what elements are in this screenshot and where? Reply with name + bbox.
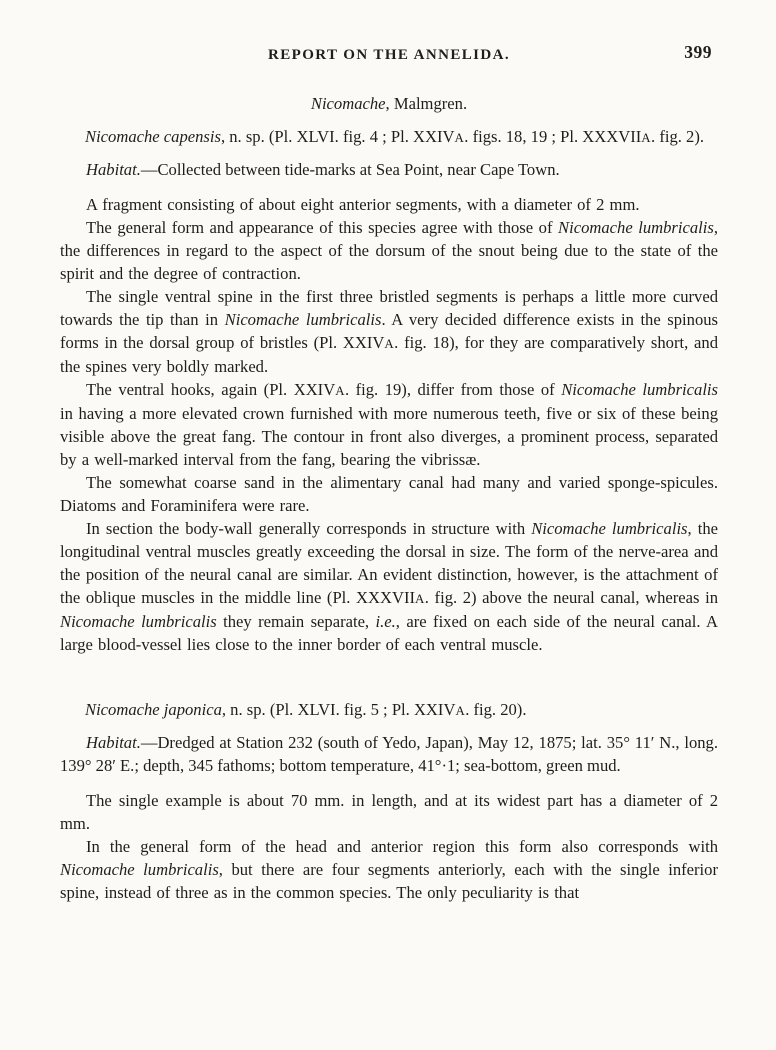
- italic-text: Nicomache: [310, 94, 386, 113]
- section-heading: [60, 92, 718, 115]
- para-section: [60, 517, 718, 656]
- text-run: , n. sp. (Pl. XLVI. fig. 5 ; Pl. XXIV: [221, 700, 456, 719]
- italic-text: Nicomache lumbricalis: [60, 612, 217, 631]
- smallcap-text: A: [454, 130, 465, 145]
- smallcap-text: A: [335, 383, 345, 398]
- text-run: . fig. 2).: [651, 127, 705, 146]
- page-number: 399: [684, 42, 712, 62]
- text-run: —Dredged at Station 232 (south of Yedo, Japan), May 12, 1875; lat. 35° 11′ N., long. 139° 28′ E.; depth, 345 fathoms; bottom temperature, 41°·1; sea-bottom, green mud.: [60, 733, 718, 775]
- para-general-head: [60, 835, 718, 904]
- text-run: A fragment consisting of about eight anterior segments, with a diameter of 2 mm.: [86, 195, 640, 214]
- text-run: they remain separate,: [216, 612, 376, 631]
- text-run: In the general form of the head and anterior region this form also corresponds with: [86, 837, 718, 856]
- running-head: REPORT ON THE ANNELIDA.: [268, 47, 510, 63]
- smallcap-text: A: [455, 703, 466, 718]
- habitat-japonica: [60, 731, 718, 777]
- para-ventral-spine: [60, 285, 718, 378]
- text-run: In section the body-wall generally corresponds in structure with: [86, 519, 532, 538]
- text-run: The single ventral spine in the first three bristled segments is perhaps a little more curved towards the tip than in: [60, 287, 718, 329]
- text-run: . A very decided difference exists in the spinous forms in the dorsal group of bristles (Pl. XXIV: [60, 310, 718, 352]
- smallcap-text: A: [384, 336, 395, 351]
- para-sand: [60, 471, 718, 517]
- italic-text: Nicomache lumbricalis: [561, 380, 718, 399]
- italic-text: Nicomache lumbricalis: [224, 310, 382, 329]
- text-run: . figs. 18, 19 ; Pl. XXXVII: [464, 127, 642, 146]
- text-run: The somewhat coarse sand in the alimentary canal had many and varied sponge-spicules. Diatoms and Foraminifera were rare.: [60, 473, 718, 515]
- italic-text: Nicomache capensis: [85, 127, 221, 146]
- para-single-example: [60, 789, 718, 835]
- text-run: The general form and appearance of this species agree with those of: [86, 218, 559, 237]
- text-run: in having a more elevated crown furnished with more numerous teeth, five or six of these being visible above the great fang. The contour in front also diverges, a prominent process, separated by a well-marked interval from the fang, bearing the vibrissæ.: [60, 404, 718, 469]
- italic-text: Nicomache lumbricalis: [60, 860, 219, 879]
- text-run: —Collected between tide-marks at Sea Point, near Cape Town.: [140, 160, 560, 179]
- para-ventral-hooks: [60, 378, 718, 471]
- text-run: . fig. 2) above the neural canal, whereas in: [424, 588, 719, 607]
- species-heading-japonica: [60, 698, 718, 722]
- italic-text: Nicomache lumbricalis: [531, 519, 688, 538]
- text-run: , n. sp. (Pl. XLVI. fig. 4 ; Pl. XXIV: [220, 127, 455, 146]
- italic-text: i.e.: [375, 612, 396, 631]
- page-header: [60, 44, 718, 70]
- para-fragment: [60, 193, 718, 216]
- text-run: The ventral hooks, again (Pl. XXIV: [86, 380, 336, 399]
- species-heading-capensis: [60, 125, 718, 149]
- smallcap-text: A: [415, 591, 425, 606]
- text-run: , but there are four segments anteriorly, each with the single inferior spine, instead of three as in the common species. The only peculiarity is that: [60, 860, 718, 902]
- text-run: . fig. 20).: [465, 700, 527, 719]
- italic-text: Nicomache japonica: [85, 700, 222, 719]
- text-run: , are fixed on each side of the neural canal. A large blood-vessel lies close to the inner border of each ventral muscle.: [60, 612, 719, 654]
- page-body: [60, 92, 718, 904]
- smallcap-text: A: [641, 130, 652, 145]
- text-run: . fig. 18), for they are comparatively short, and the spines very boldly marked.: [60, 333, 718, 376]
- italic-text: Nicomache lumbricalis: [558, 218, 714, 237]
- text-run: . fig. 19), differ from those of: [344, 380, 562, 399]
- text-run: , the longitudinal ventral muscles greatly exceeding the dorsal in size. The form of the nerve-area and the position of the neural canal are similar. An evident distinction, however, is the attachment of the oblique muscles in the middle line (Pl. XXXVII: [60, 519, 718, 607]
- text-run: , Malmgren.: [385, 94, 468, 113]
- text-run: , the differences in regard to the aspect of the dorsum of the snout being due to the state of the spirit and the degree of contraction.: [60, 218, 718, 283]
- text-run: The single example is about 70 mm. in length, and at its widest part has a diameter of 2 mm.: [60, 791, 718, 833]
- para-general-form: [60, 216, 718, 285]
- italic-text: Habitat.: [86, 160, 141, 179]
- italic-text: Habitat.: [86, 733, 141, 752]
- habitat-capensis: [60, 158, 718, 181]
